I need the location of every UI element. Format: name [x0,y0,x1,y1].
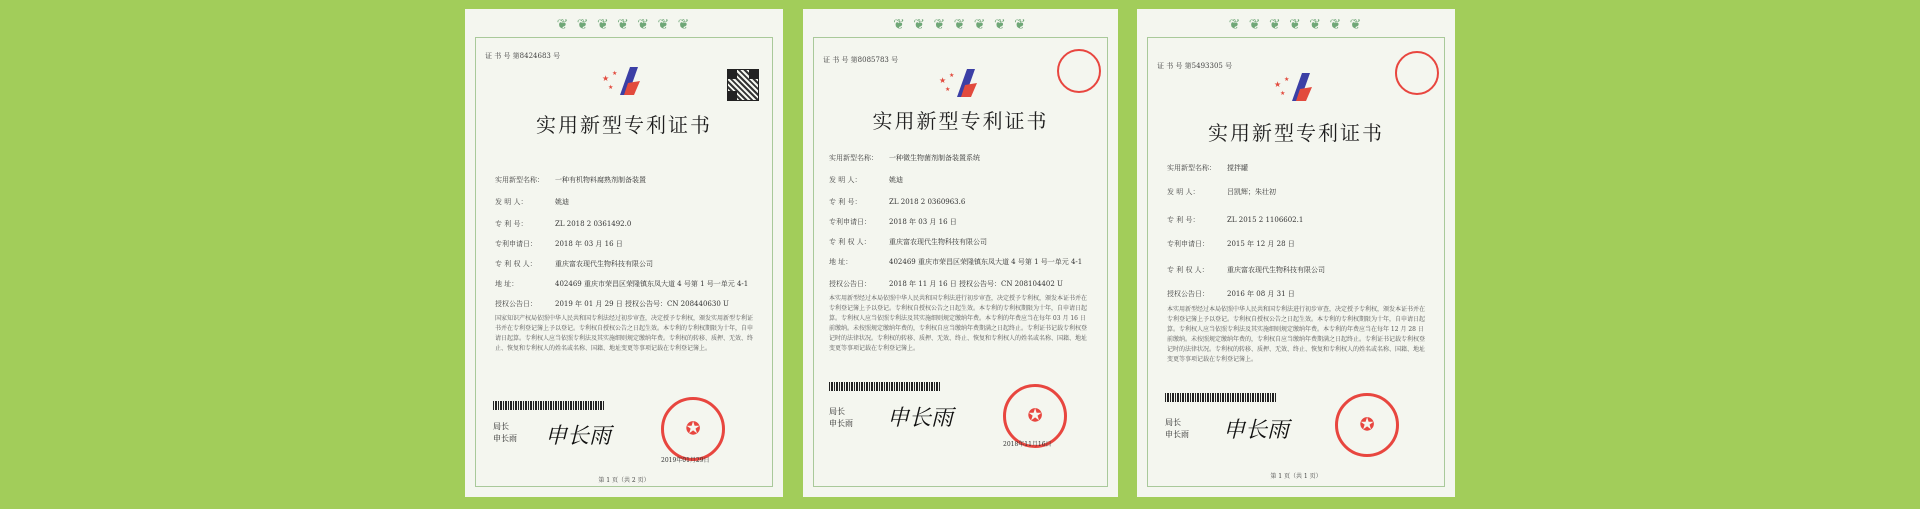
field-address: 地 址： 402469 重庆市荣昌区荣隆镇东凤大道 4 号第 1 号一单元 4-1 [829,258,1083,266]
field-patentee: 专 利 权 人： 重庆富农现代生物科技有限公司 [829,238,987,246]
certificate-title: 实用新型专利证书 [536,113,712,137]
seal-emblem-icon: ✪ [1359,414,1375,436]
barcode [493,401,605,410]
field-name: 实用新型名称： 一种有机物料腐熟剂制备装置 [495,176,646,184]
official-seal [661,397,725,461]
certificate-number: 证 书 号 第5493305 号 [1157,62,1233,70]
corner-seal [1395,51,1439,95]
seal-emblem-icon: ✪ [685,418,701,440]
page-number: 第 1 页（共 2 页） [598,477,650,484]
field-grant-date: 授权公告日： 2018 年 11 月 16 日 授权公告号：CN 208104402 U [829,280,1063,288]
field-inventor: 发 明 人： 姚迪 [829,176,903,184]
certificate-body-text: 本实用新型经过本局依照中华人民共和国专利法进行初步审查，决定授予专利权，颁发本证书并在专利登记簿上予以登记。专利权自授权公告之日起生效。本专利的专利权期限为十年，自申请日起算。专利权人应当依照专利法及其实施细则规定缴纳年费。本专利的年费应当在每年 03 月 16 日前缴纳。未按照规定缴纳年费的，专利权自应当缴纳年费期满之日起终止。专利证书记载专利权登记时的法律状况。专利权的转移、质押、无效、终止、恢复和专利权人的姓名或名称、国籍、地址变更等事项记载在专利登记簿上。 [829,295,1088,352]
field-name: 实用新型名称： 一种微生物菌剂制备装置系统 [829,154,980,162]
seal-date: 2019年01月29日 [661,457,710,464]
official-seal [1335,393,1399,457]
svg-text:★: ★ [948,72,954,79]
svg-text:★: ★ [938,76,946,85]
field-name: 实用新型名称： 搅拌罐 [1167,164,1248,172]
field-filing-date: 专利申请日： 2018 年 03 月 16 日 [495,240,623,248]
field-address: 地 址： 402469 重庆市荣昌区荣隆镇东凤大道 4 号第 1 号一单元 4-1 [495,280,749,288]
svg-text:★: ★ [612,70,618,77]
certificate-2 [803,9,1118,497]
patent-office-logo-icon [1272,67,1320,105]
svg-text:★: ★ [1280,90,1286,97]
certificate-body-text: 国家知识产权局依照中华人民共和国专利法经过初步审查，决定授予专利权，颁发实用新型专利证书并在专利登记簿上予以登记。专利权自授权公告之日起生效。本专利的专利权期限为十年，自申请日起算。专利权人应当依照专利法及其实施细则规定缴纳年费。专利权的转移、质押、无效、终止、恢复和专利权人的姓名或名称、国籍、地址变更等事项记载在专利登记簿上。 [495,315,754,352]
field-grant-date: 授权公告日： 2016 年 08 月 31 日 [1167,290,1295,298]
seal-emblem-icon: ✪ [1027,405,1043,427]
certificate-body-text: 本实用新型经过本局依照中华人民共和国专利法进行初步审查，决定授予专利权，颁发本证书并在专利登记簿上予以登记。专利权自授权公告之日起生效。本专利的专利权期限为十年，自申请日起算。专利权人应当依照专利法及其实施细则规定缴纳年费。本专利的年费应当在每年 12 月 28 日前缴纳。未按照规定缴纳年费的，专利权自应当缴纳年费期满之日起终止。专利证书记载专利权登记时的法律状况。专利权的转移、质押、无效、终止、恢复和专利权人的姓名或名称、国籍、地址变更等事项记载在专利登记簿上。 [1167,306,1426,363]
svg-text:★: ★ [602,74,610,83]
field-inventor: 发 明 人： 姚迪 [495,198,569,206]
ornament-border: ❦ ❦ ❦ ❦ ❦ ❦ ❦ [556,17,692,33]
field-filing-date: 专利申请日： 2018 年 03 月 16 日 [829,218,957,226]
svg-text:★: ★ [608,84,614,91]
field-patentee: 专 利 权 人： 重庆富农现代生物科技有限公司 [495,260,653,268]
certificate-title: 实用新型专利证书 [1208,121,1384,145]
ornament-border: ❦ ❦ ❦ ❦ ❦ ❦ ❦ [893,17,1028,33]
field-patent-no: 专 利 号： ZL 2018 2 0360963.6 [829,198,966,206]
field-patent-no: 专 利 号： ZL 2015 2 1106602.1 [1167,216,1304,224]
field-patentee: 专 利 权 人： 重庆富农现代生物科技有限公司 [1167,266,1325,274]
patent-office-logo-icon [600,61,648,99]
field-inventor: 发 明 人： 吕凯辉；朱壮初 [1167,188,1276,196]
director-signature: 申长雨 [545,424,612,449]
certificate-number: 证 书 号 第8424683 号 [485,52,561,60]
seal-date: 2018年11月16日 [1003,441,1052,448]
ornament-border: ❦ ❦ ❦ ❦ ❦ ❦ ❦ [1228,17,1364,33]
corner-seal [1057,49,1101,93]
certificate-1 [465,9,783,497]
barcode [829,382,941,391]
barcode [1165,393,1277,402]
certificate-3 [1137,9,1455,497]
director-block: 局长 申长雨 [493,422,517,443]
field-grant-date: 授权公告日： 2019 年 01 月 29 日 授权公告号：CN 208440630 U [495,300,729,308]
certificate-number: 证 书 号 第8085783 号 [823,56,899,64]
qr-code-icon [727,69,759,101]
director-signature: 申长雨 [887,406,954,431]
svg-text:★: ★ [1274,80,1282,89]
patent-office-logo-icon [937,63,985,101]
director-block: 局长 申长雨 [829,407,853,428]
field-filing-date: 专利申请日： 2015 年 12 月 28 日 [1167,240,1295,248]
director-block: 局长 申长雨 [1165,418,1189,439]
svg-text:★: ★ [1284,76,1290,83]
svg-text:★: ★ [944,86,950,93]
director-signature: 申长雨 [1223,418,1290,443]
page-number: 第 1 页（共 1 页） [1270,473,1322,480]
field-patent-no: 专 利 号： ZL 2018 2 0361492.0 [495,220,632,228]
certificate-title: 实用新型专利证书 [872,109,1049,133]
